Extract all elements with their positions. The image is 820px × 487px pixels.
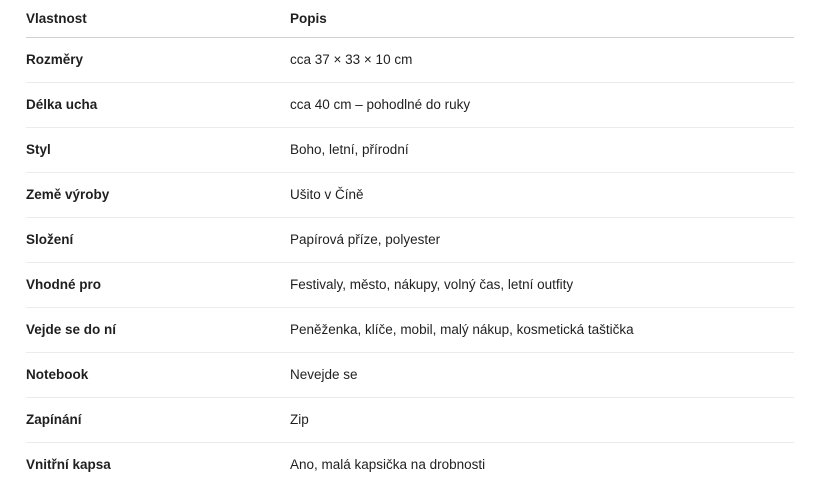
- property-cell: Délka ucha: [26, 82, 290, 127]
- product-specs-table: [26, 0, 794, 487]
- column-header-property: Vlastnost: [26, 0, 290, 37]
- table-header: [26, 0, 794, 37]
- description-cell: Boho, letní, přírodní: [290, 127, 794, 172]
- description-cell: Festivaly, město, nákupy, volný čas, letní outfity: [290, 262, 794, 307]
- description-cell: Ano, malá kapsička na drobnosti: [290, 457, 486, 473]
- table-row: [26, 397, 794, 442]
- table-row: [26, 127, 794, 172]
- column-header-description: Popis: [290, 0, 794, 37]
- property-cell: Rozměry: [26, 37, 290, 82]
- table-row: [26, 82, 794, 127]
- property-cell: Složení: [26, 217, 290, 262]
- description-cell: cca 40 cm – pohodlné do ruky: [290, 82, 794, 127]
- table-row: [26, 442, 794, 487]
- table-row: [26, 262, 794, 307]
- property-cell: Vnitřní kapsa: [26, 457, 111, 473]
- description-cell: Zip: [290, 397, 794, 442]
- description-cell: Nevejde se: [290, 352, 794, 397]
- description-cell: cca 37 × 33 × 10 cm: [290, 37, 794, 82]
- property-cell: Země výroby: [26, 172, 290, 217]
- table-row: [26, 352, 794, 397]
- description-cell: Peněženka, klíče, mobil, malý nákup, kosmetická taštička: [290, 307, 794, 352]
- header-row: [26, 0, 794, 37]
- property-cell: Vejde se do ní: [26, 307, 290, 352]
- property-cell: Zapínání: [26, 397, 290, 442]
- property-cell: Notebook: [26, 352, 290, 397]
- description-cell: Ušito v Číně: [290, 172, 794, 217]
- table-row: [26, 307, 794, 352]
- property-cell: Styl: [26, 127, 290, 172]
- property-cell: Vhodné pro: [26, 262, 290, 307]
- table-body: [26, 37, 794, 487]
- table-row: [26, 172, 794, 217]
- table-row: [26, 37, 794, 82]
- table-row: [26, 217, 794, 262]
- description-cell: Papírová příze, polyester: [290, 217, 794, 262]
- product-specs-table-container: [26, 0, 794, 487]
